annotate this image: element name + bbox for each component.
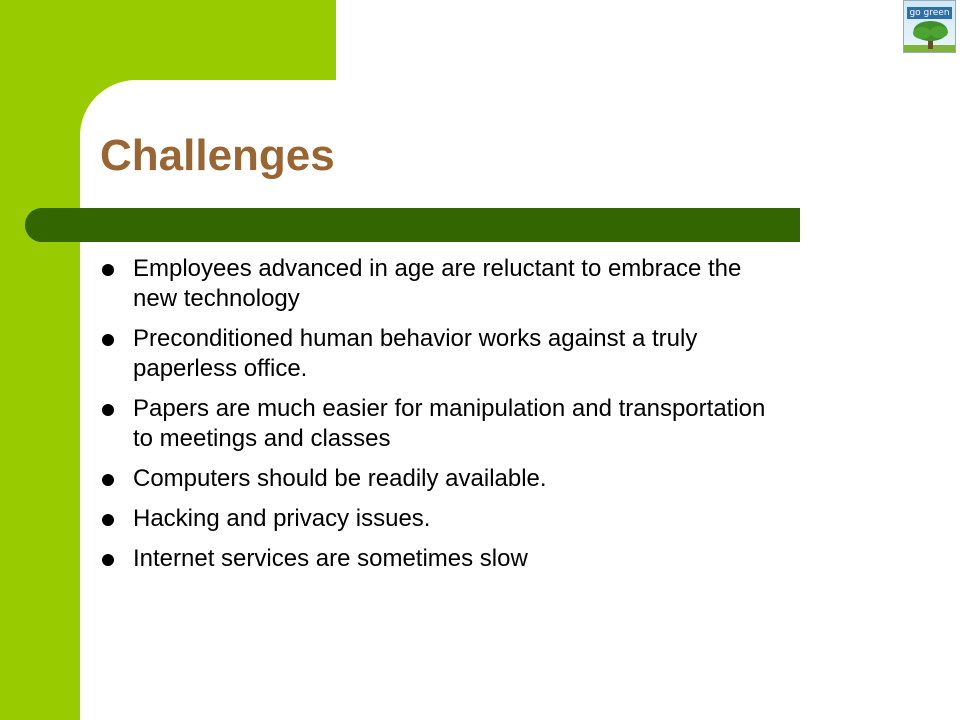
bullet-list	[100, 254, 790, 584]
title-divider	[25, 208, 800, 242]
left-accent-bar	[0, 0, 80, 720]
bullet-item: Employees advanced in age are reluctant to embrace the new technology	[100, 254, 790, 314]
tree-icon	[904, 17, 956, 53]
bullet-item: Hacking and privacy issues.	[100, 504, 790, 534]
bullet-dot-icon	[102, 334, 114, 346]
bullet-item: Preconditioned human behavior works against a truly paperless office.	[100, 324, 790, 384]
bullet-dot-icon	[102, 264, 114, 276]
bullet-dot-icon	[102, 554, 114, 566]
title-divider-cap	[25, 208, 65, 242]
bullet-item: Computers should be readily available.	[100, 464, 790, 494]
go-green-logo	[903, 0, 956, 53]
bullet-item: Papers are much easier for manipulation and transportation to meetings and classes	[100, 394, 790, 454]
logo-label: go green	[907, 7, 952, 19]
bullet-dot-icon	[102, 514, 114, 526]
top-accent-block	[0, 0, 336, 80]
slide-title: Challenges	[100, 131, 335, 180]
bullet-dot-icon	[102, 404, 114, 416]
bullet-dot-icon	[102, 474, 114, 486]
bullet-item: Internet services are sometimes slow	[100, 544, 790, 574]
